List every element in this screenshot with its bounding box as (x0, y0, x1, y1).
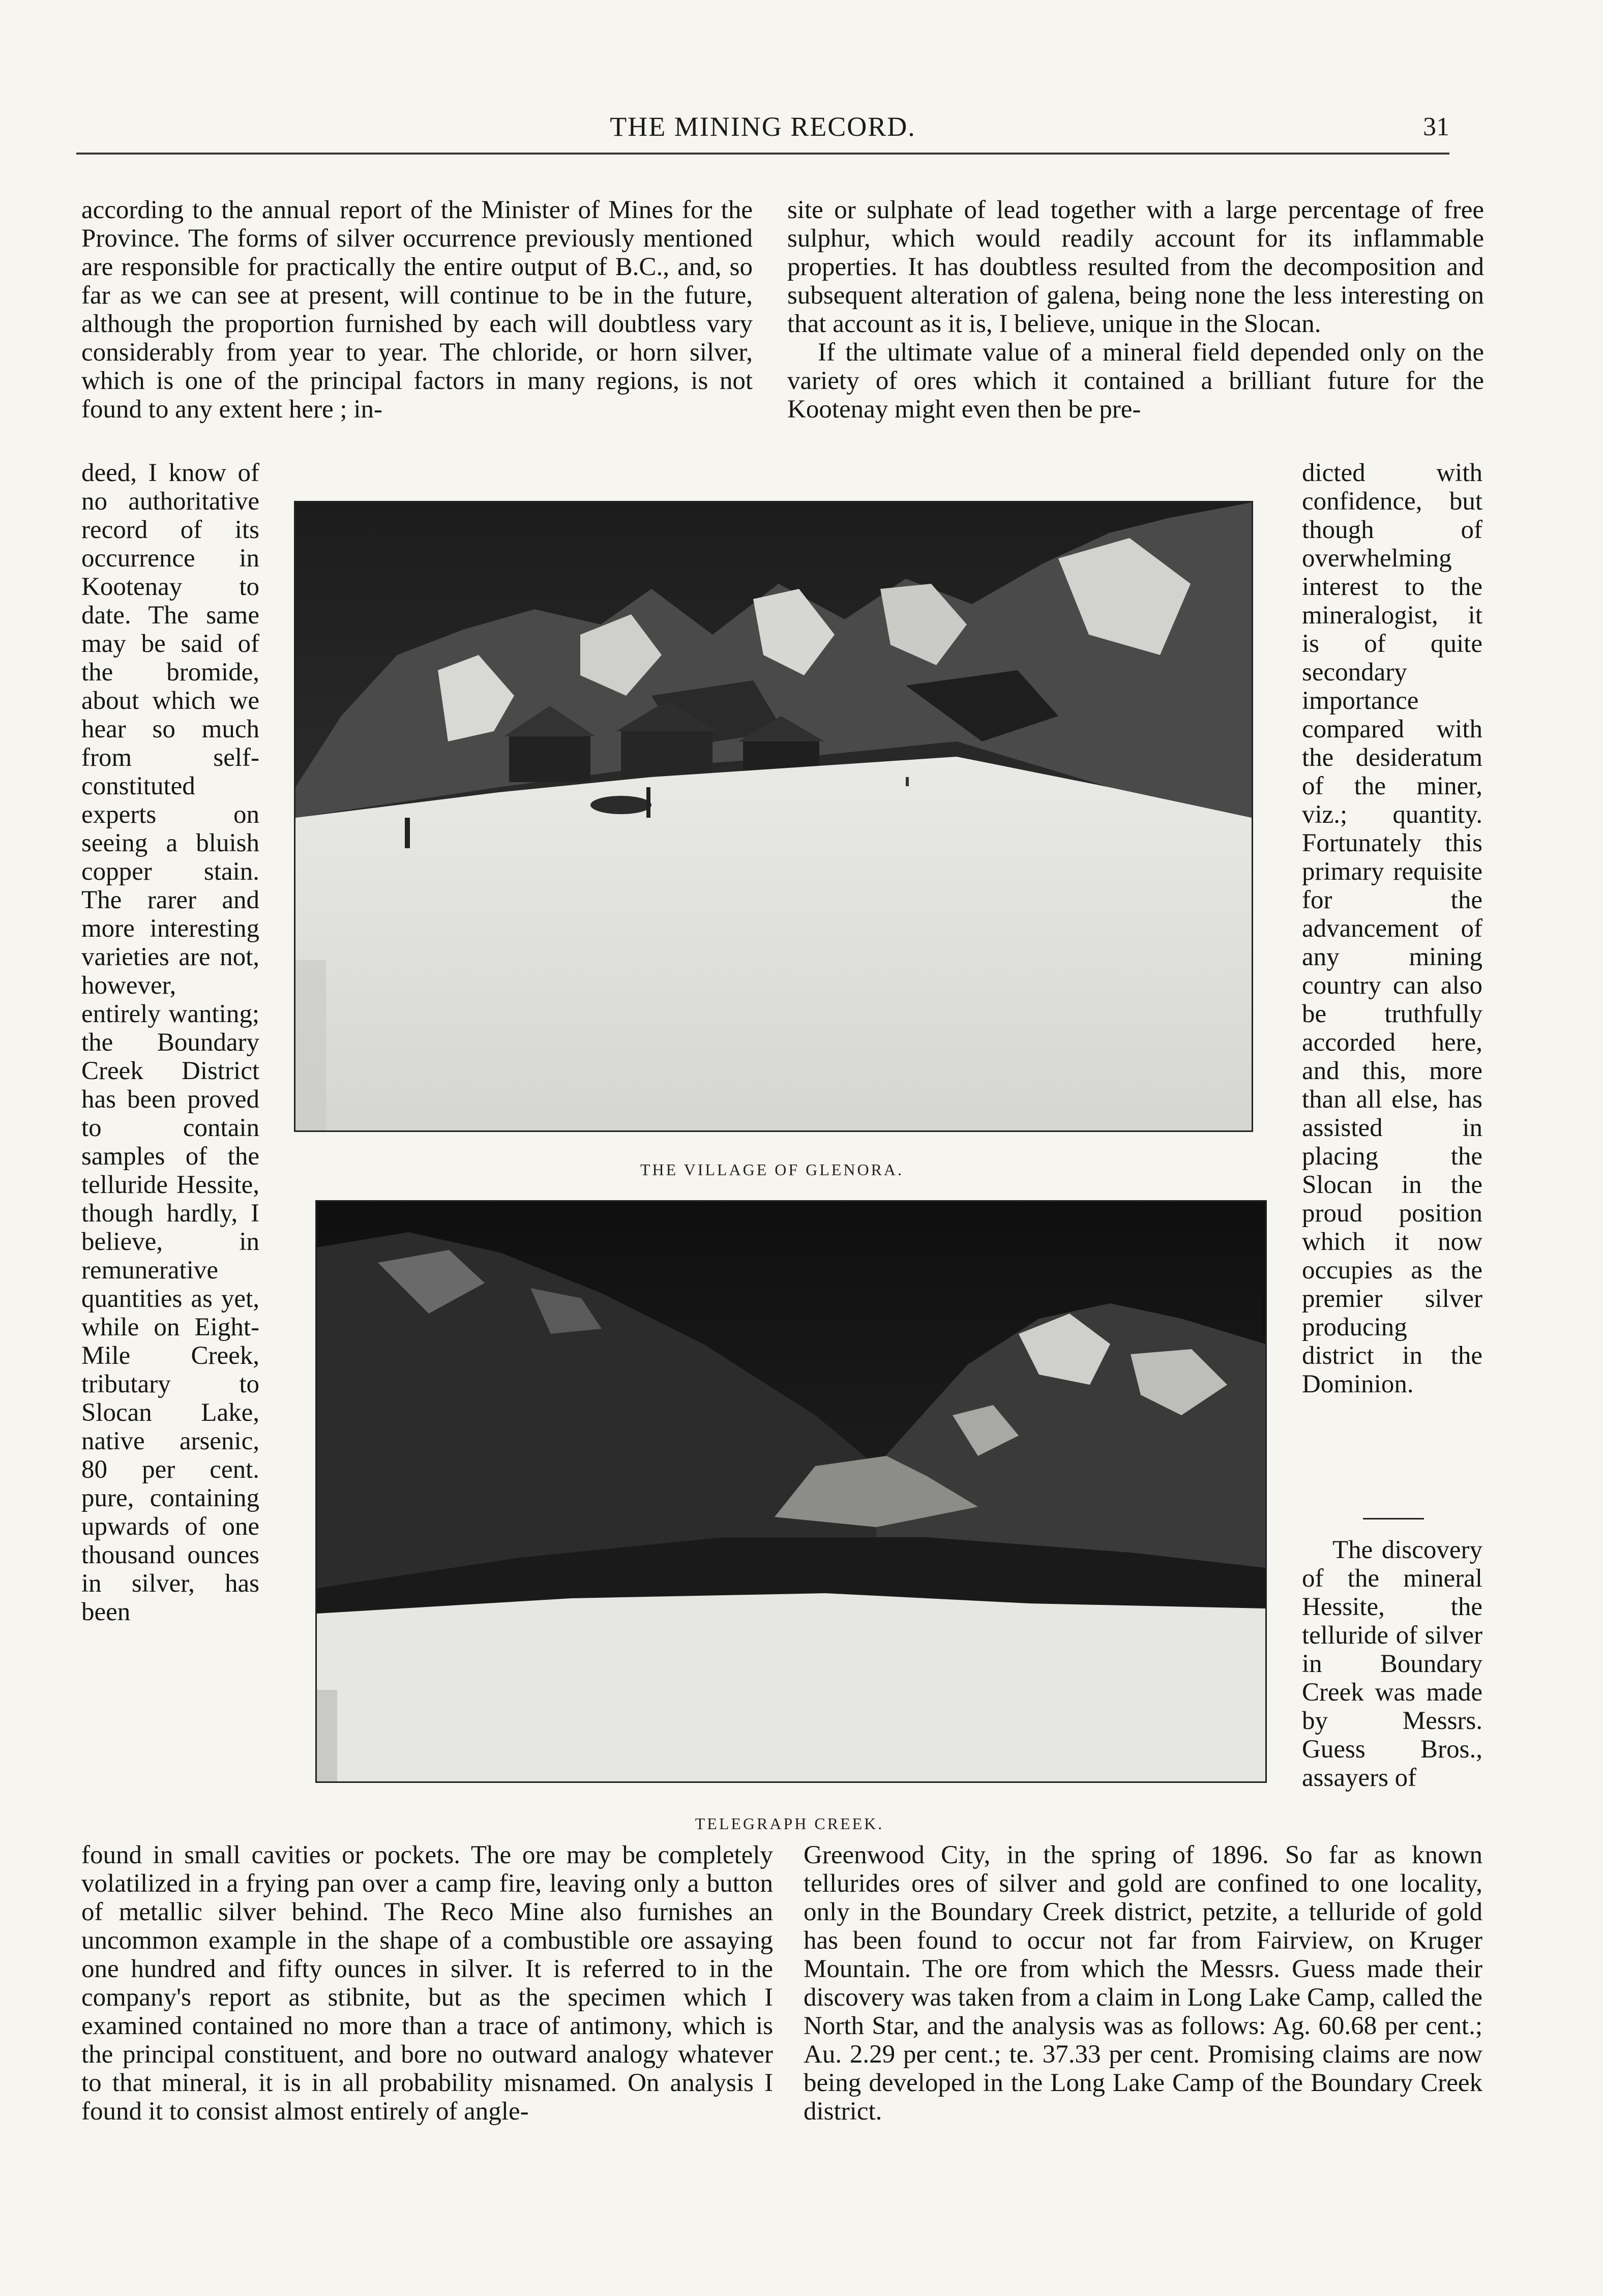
right-top-paragraph-1: site or sulphate of lead together with a large percentage of free sulphur, which would readily account for its inflammable properties. It has doubtless resulted from the decomposition and subsequent alteration of galena, being none the less interesting on that account as it is, I believe, unique in the Slocan. (787, 196, 1484, 338)
left-narrow-text (81, 459, 259, 1626)
right-top-paragraph-2: If the ultimate value of a mineral field depended only on the variety of ores which it contained a brilliant future for the Kootenay might even then be pre- (787, 338, 1484, 424)
right-narrow-text-1 (1302, 459, 1482, 1398)
left-bottom-paragraph: found in small cavities or pockets. The ore may be completely volatilized in a frying pan over a camp fire, leaving only a button of metallic silver behind. The Reco Mine also furnishes an uncommon example in the shape of a combustible ore assaying one hundred and fifty ounces in silver. It is referred to in the company's report as stibnite, but as the specimen which I examined contained no more than a trace of antimony, which is the principal constituent, and bore no outward analogy whatever to that mineral, it is in all probability misnamed. On analysis I found it to consist almost entirely of angle- (81, 1841, 773, 2126)
telegraph-creek-image (317, 1202, 1265, 1781)
left-top-paragraph: according to the annual report of the Minister of Mines for the Province. The forms of silver occurrence previously mentioned are responsible for practically the entire output of B.C., and, so far as we can see at present, will continue to be in the future, although the proportion furnished by each will doubtless vary considerably from year to year. The chloride, or horn silver, which is one of the principal factors in many regions, is not found to any extent here ; in- (81, 196, 753, 424)
right-bottom-paragraph: Greenwood City, in the spring of 1896. So far as known tellurides ores of silver and gold are confined to one locality, only in the Boundary Creek district, petzite, a telluride of gold has been found to occur not far from Fairview, on Kruger Mountain. The ore from which the Messrs. Guess made their discovery was taken from a claim in Long Lake Camp, called the North Star, and the analysis was as follows: Ag. 60.68 per cent.; Au. 2.29 per cent.; te. 37.33 per cent. Promising claims are now being developed in the Long Lake Camp of the Boundary Creek district. (804, 1841, 1482, 2126)
right-narrow-paragraph-2: The discovery of the mineral Hessite, the telluride of silver in Boundary Creek was made by Messrs. Guess Bros., assayers of (1302, 1536, 1482, 1792)
publication-title: THE MINING RECORD. (610, 111, 916, 142)
right-narrow-text-2 (1302, 1536, 1482, 1792)
caption-village-of-glenora: THE VILLAGE OF GLENORA. (640, 1160, 904, 1179)
left-column-top-text (81, 196, 753, 424)
caption-telegraph-creek: TELEGRAPH CREEK. (695, 1814, 884, 1833)
section-divider (1363, 1518, 1424, 1519)
left-column-bottom-text (81, 1841, 773, 2126)
glenora-image (295, 502, 1252, 1130)
photo-village-of-glenora (294, 501, 1253, 1132)
photo-telegraph-creek (315, 1200, 1267, 1783)
page-header (76, 111, 1449, 146)
page-number: 31 (1423, 112, 1449, 141)
right-narrow-paragraph-1: dicted with confidence, but though of overwhelming interest to the mineralogist, it is of quite secondary importance compared with the desideratum of the miner, viz.; quantity. Fortunately this primary requisite for the advancement of any mining country can also be truthfully accorded here, and this, more than all else, has assisted in placing the Slocan in the proud position which it now occupies as the premier silver producing district in the Dominion. (1302, 459, 1482, 1398)
right-column-bottom-text (804, 1841, 1482, 2126)
right-column-top-text (787, 196, 1484, 424)
header-rule (76, 153, 1449, 155)
left-narrow-paragraph: deed, I know of no authoritative record of its occurrence in Kootenay to date. The same may be said of the bromide, about which we hear so much from self-constituted experts on seeing a bluish copper stain. The rarer and more interesting varieties are not, however, entirely wanting; the Boundary Creek District has been proved to contain samples of the telluride Hessite, though hardly, I believe, in remunerative quantities as yet, while on Eight-Mile Creek, tributary to Slocan Lake, native arsenic, 80 per cent. pure, containing upwards of one thousand ounces in silver, has been (81, 459, 259, 1626)
